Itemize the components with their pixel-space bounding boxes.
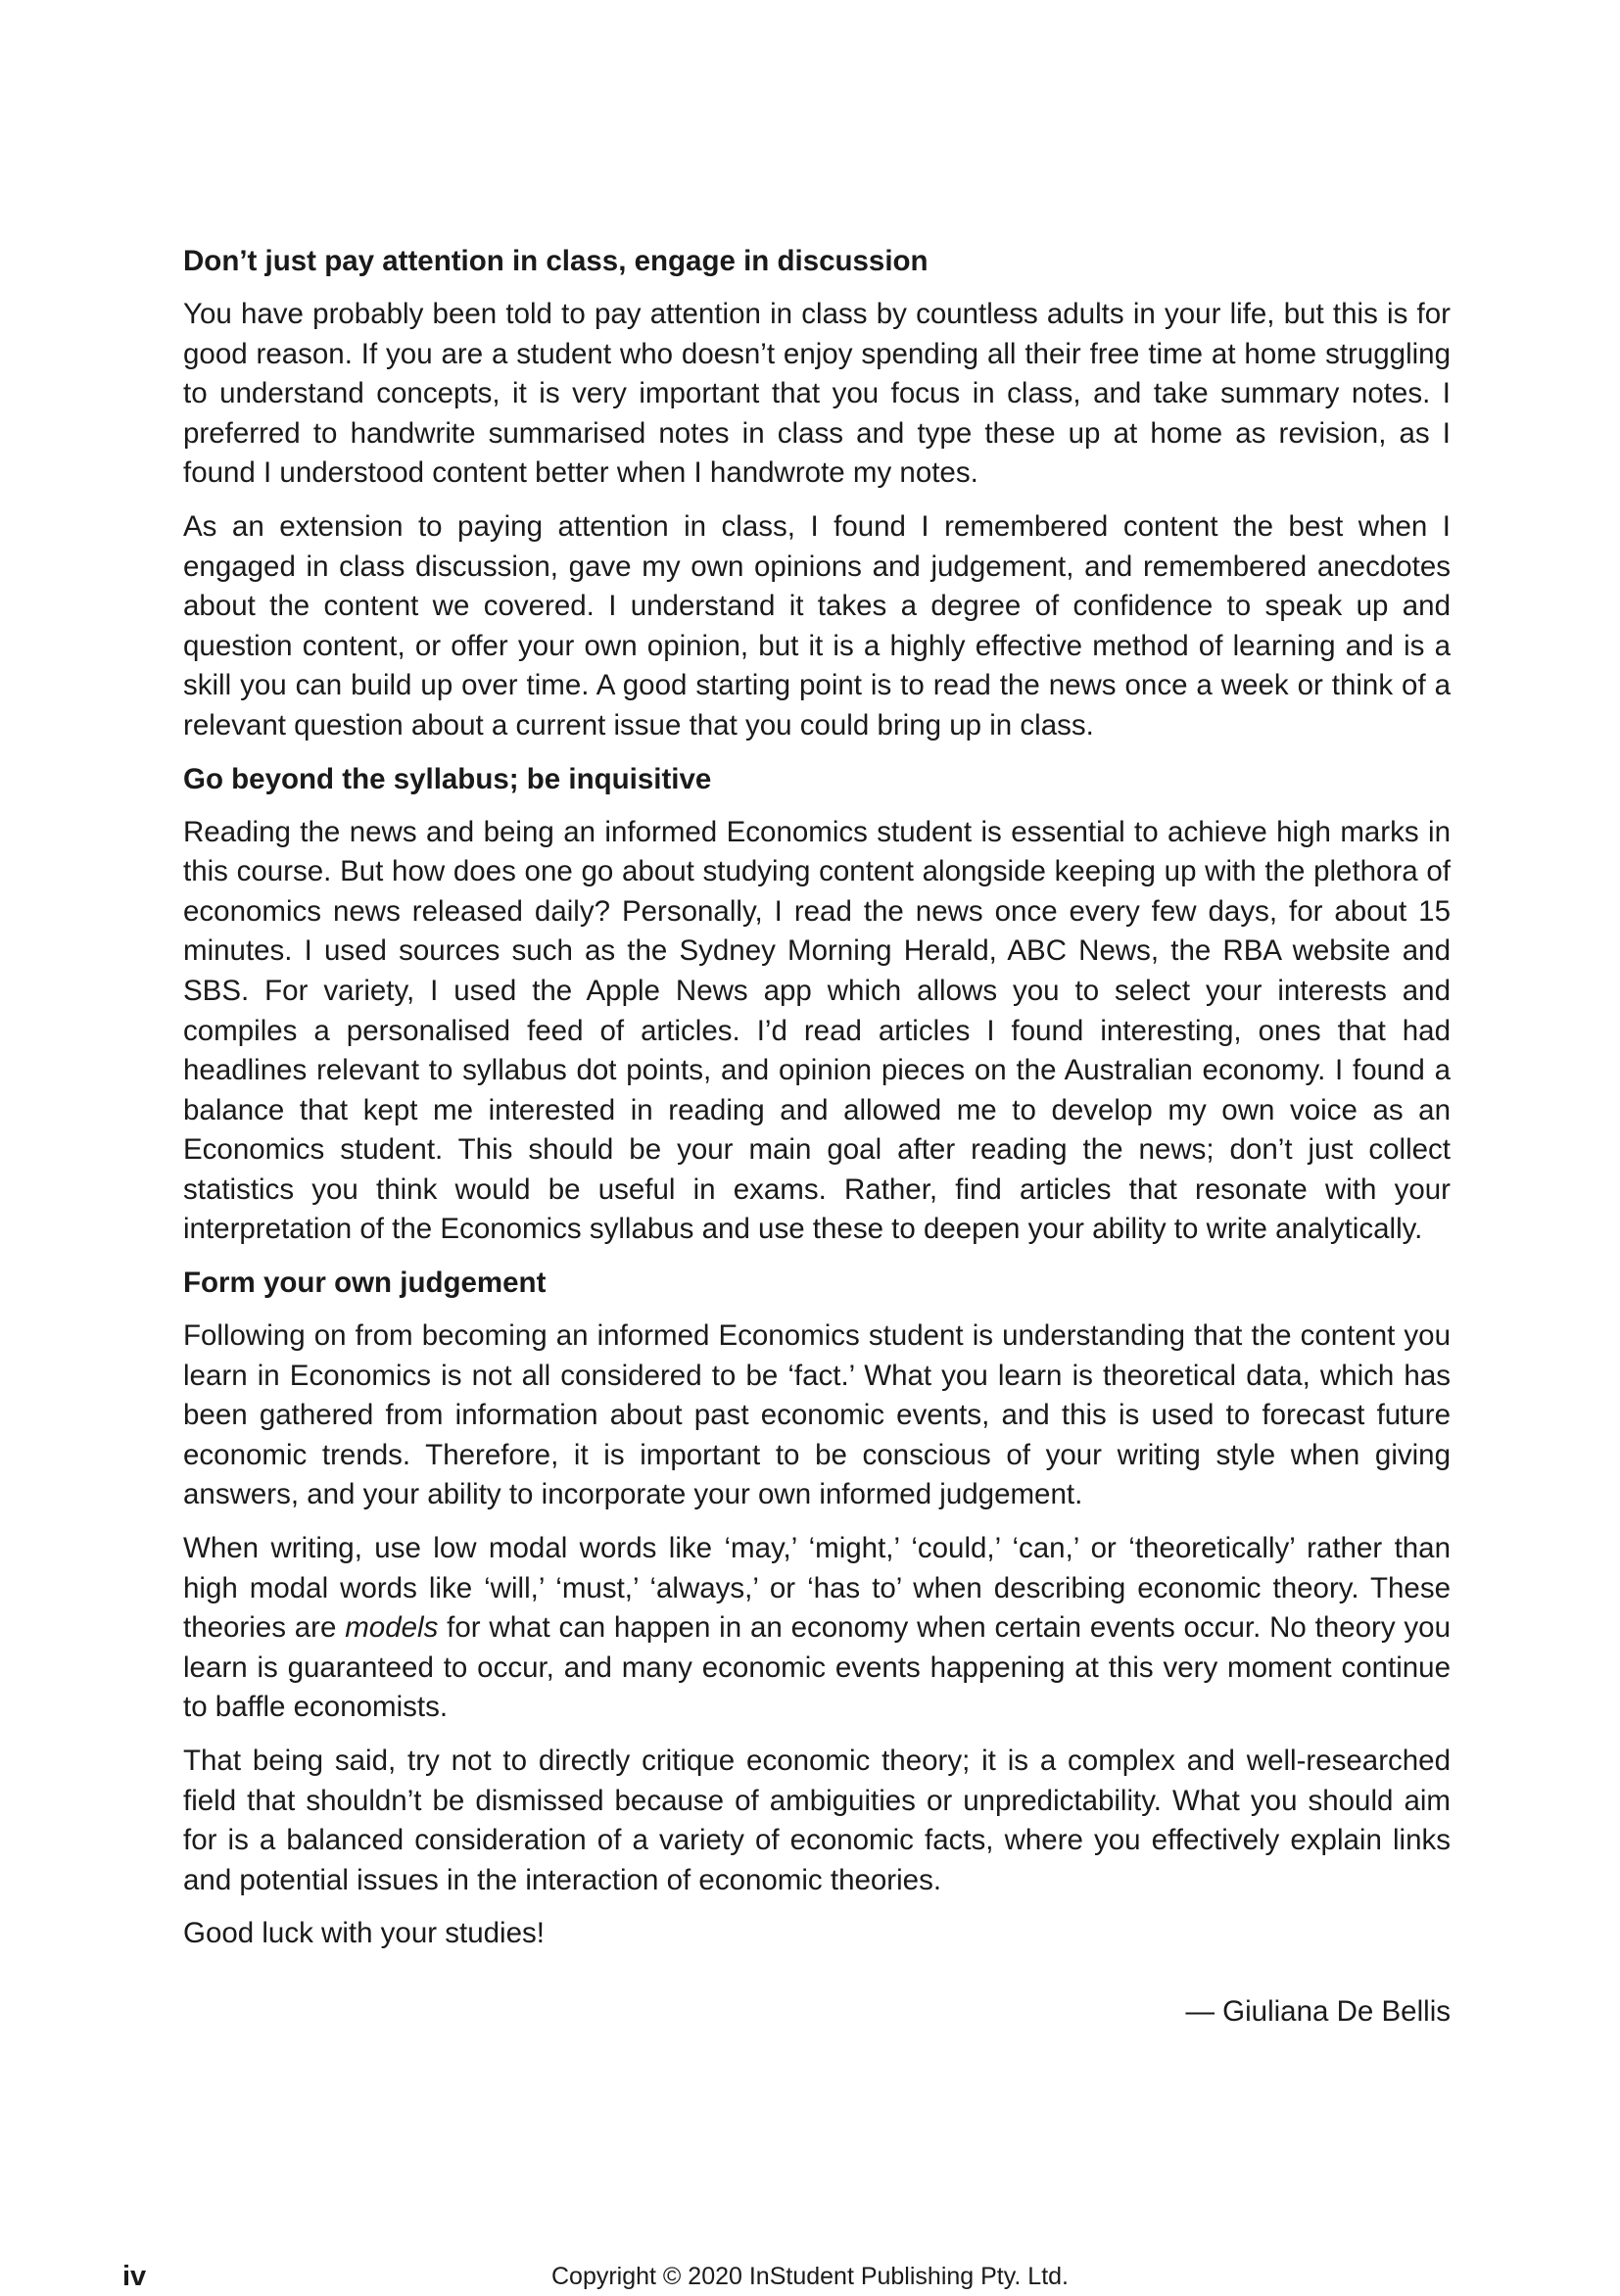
copyright-notice: Copyright © 2020 InStudent Publishing Pty. Ltd. [550,2263,1069,2290]
paragraph-critique: That being said, try not to directly critique economic theory; it is a complex and well-researched field that shouldn’t be dismissed because of ambiguities or unpredictability. What you should aim for is a balanced consideration of a variety of economic facts, where you effectively explain links and potential issues in the interaction of economic theories. [183,1745,1451,1896]
author-signature: — Giuliana De Bellis [1185,1995,1451,2029]
page-footer [0,2257,1620,2296]
paragraph-theory: Following on from becoming an informed Economics student is understanding that the content you learn in Economics is not all considered to be ‘fact.’ What you learn is theoretical data, which has been gathered from information about past economic events, and this is used to forecast future economic trends. Therefore, it is important to be conscious of your writing style when giving answers, and your ability to incorporate your own informed judgement. [183,1319,1451,1511]
paragraph-modal-words [183,1529,1451,1728]
paragraph-attention: You have probably been told to pay attention in class by countless adults in your life, but this is for good reason. If you are a student who doesn’t enjoy spending all their free time at home struggling to understand concepts, it is very important that you focus in class, and take summary notes. I preferred to handwrite summarised notes in class and type these up at home as revision, as I found I understood content better when I handwrote my notes. [183,298,1451,490]
section-heading-engage: Don’t just pay attention in class, engage in discussion [183,245,929,277]
paragraph-news: Reading the news and being an informed Economics student is essential to achieve high marks in this course. But how does one go about studying content alongside keeping up with the plethora of economics news released daily? Personally, I read the news once every few days, for about 15 minutes. I used sources such as the Sydney Morning Herald, ABC News, the RBA website and SBS. For variety, I used the Apple News app which allows you to select your interests and compiles a personalised feed of articles. I’d read articles I found interesting, ones that had headlines relevant to syllabus dot points, and opinion pieces on the Australian economy. I found a balance that kept me interested in reading and allowed me to develop my own voice as an Economics student. This should be your main goal after reading the news; don’t just collect statistics you think would be useful in exams. Rather, find articles that resonate with your interpretation of the Economics syllabus and use these to deepen your ability to write analytically. [183,815,1451,1246]
section-heading-syllabus: Go beyond the syllabus; be inquisitive [183,762,712,795]
section-heading-judgement: Form your own judgement [183,1267,547,1300]
modal-italic-word: models [345,1611,439,1645]
modal-text-before: When writing, use low modal words like ‘may,’ ‘might,’ ‘could,’ ‘can,’ or ‘theoretically’ rather than high modal words like ‘will,’ ‘must,’ ‘always,’ or ‘has to’ when describing economic theory. These theories are [183,1532,1451,1645]
signoff-text: Good luck with your studies! [183,1917,545,1950]
page-content [183,242,1451,2032]
modal-text-after: for what can happen in an economy when certain events occur. No theory you learn is guaranteed to occur, and many economic events happening at this very moment continue to baffle economists. [183,1611,1451,1724]
page-number: iv [122,2261,147,2292]
paragraph-discussion: As an extension to paying attention in class, I found I remembered content the best when I engaged in class discussion, gave my own opinions and judgement, and remembered anecdotes about the content we covered. I understand it takes a degree of confidence to speak up and question content, or offer your own opinion, but it is a highly effective method of learning and is a skill you can build up over time. A good starting point is to read the news once a week or think of a relevant question about a current issue that you could bring up in class. [183,509,1451,741]
